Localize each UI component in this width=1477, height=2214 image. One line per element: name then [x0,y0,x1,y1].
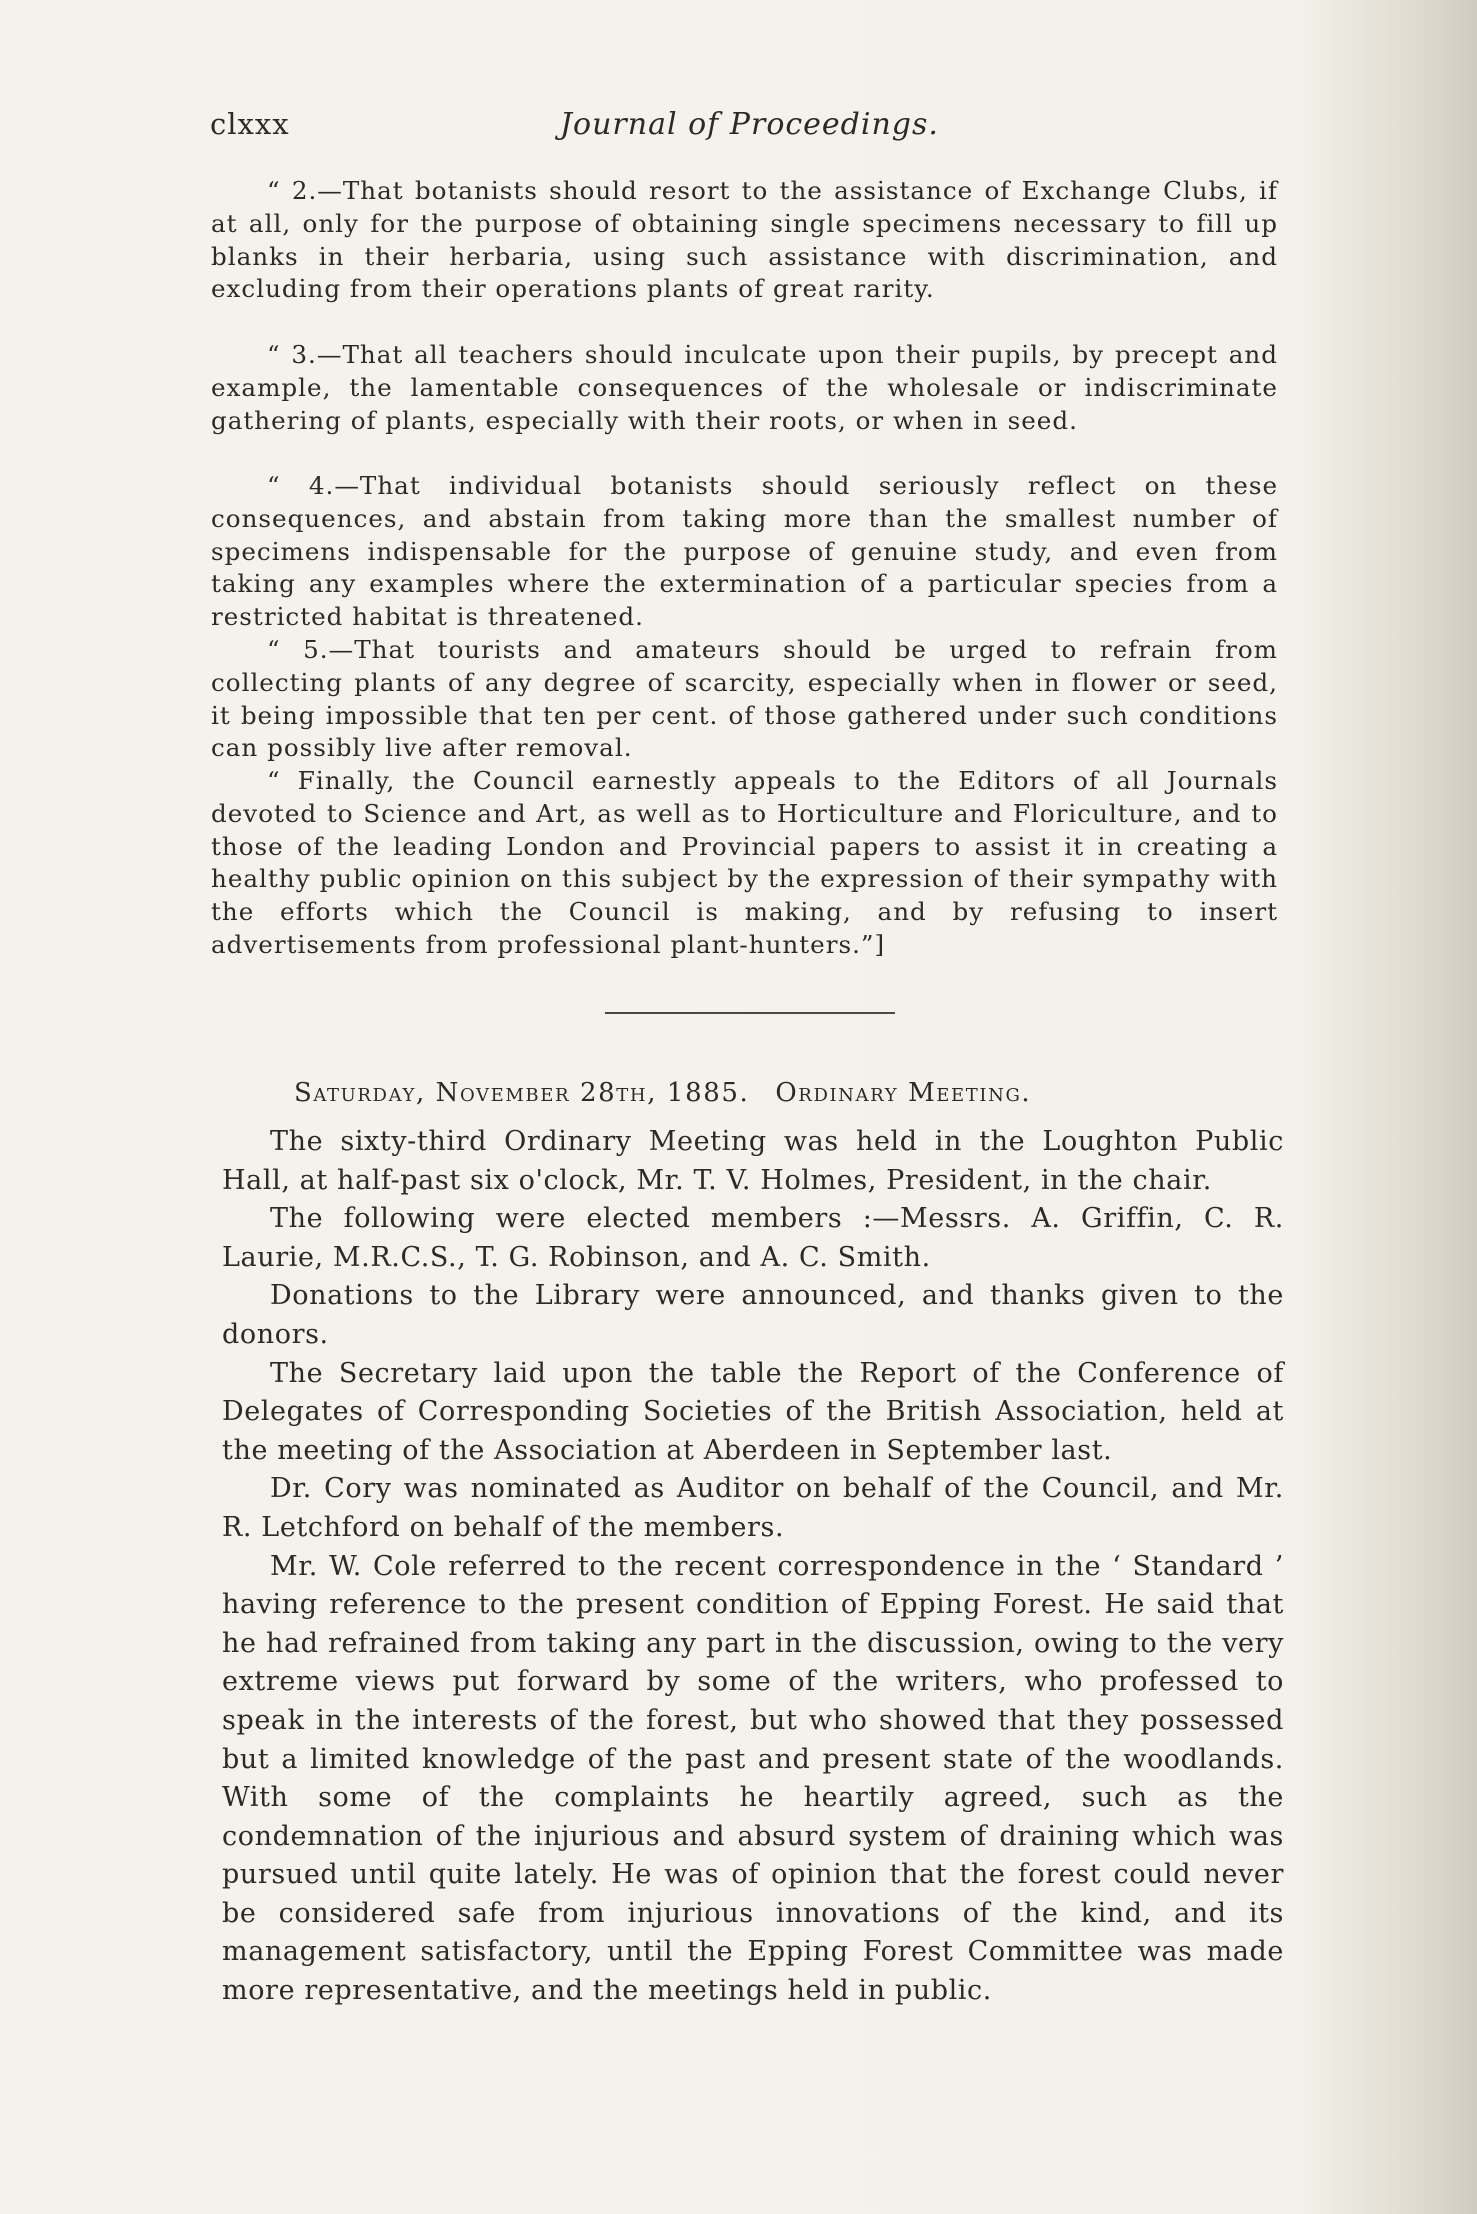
meeting-minutes [222,1123,1284,2011]
minutes-paragraph: Mr. W. Cole referred to the recent correspondence in the ‘ Standard ’ having reference to the present condition of Epping Forest. He said that he had refrained from taking any part in the discussion, owing to the very extreme views put forward by some of the writers, who professed to speak in the interests of the forest, but who showed that they possessed but a limited knowledge of the past and present state of the woodlands. With some of the complaints he heartily agreed, such as the condemnation of the injurious and absurd system of draining which was pursued until quite lately. He was of opinion that the forest could never be considered safe from injurious innovations of the kind, and its management satisfactory, until the Epping Forest Committee was made more representative, and the meetings held in public. [222,1550,1284,2007]
council-appeal: “ Finally, the Council earnestly appeals to the Editors of all Journals devoted to Science and Art, as well as to Horticulture and Floriculture, and to those of the leading London and Provincial papers to assist it in creating a healthy public opinion on this subject by the expression of their sympathy with the efforts which the Council is making, and by refusing to insert advertisements from professional plant-hunters.”] [211,766,1278,959]
running-title: Journal of Proceedings. [560,107,939,142]
running-header [210,107,1285,147]
meeting-date: Saturday, November 28th, 1885. [294,1078,750,1108]
resolution-3: “ 3.—That all teachers should inculcate upon their pupils, by precept and example, the lamentable consequences of the wholesale or indiscriminate gathering of plants, especially with their roots, or when in seed. [211,340,1278,435]
minutes-paragraph: Dr. Cory was nominated as Auditor on behalf of the Council, and Mr. R. Letchford on behalf of the members. [222,1473,1284,1543]
resolution-5: “ 5.—That tourists and amateurs should be urged to refrain from collecting plants of any degree of scarcity, especially when in flower or seed, it being impossible that ten per cent. of those gathered under such conditions can possibly live after removal. [211,635,1278,763]
page-number: clxxx [210,107,290,141]
meeting-type: Ordinary Meeting. [775,1078,1032,1108]
minutes-paragraph: The sixty-third Ordinary Meeting was held in the Loughton Public Hall, at half-past six o'clock, Mr. T. V. Holmes, President, in the chair. [222,1126,1284,1196]
minutes-paragraph: The Secretary laid upon the table the Report of the Conference of Delegates of Corresponding Societies of the British Association, held at the meeting of the Association at Aberdeen in September last. [222,1357,1284,1466]
minutes-paragraph: The following were elected members :—Messrs. A. Griffin, C. R. Laurie, M.R.C.S., T. G. Robinson, and A. C. Smith. [222,1203,1284,1273]
section-divider [605,1012,895,1014]
minutes-paragraph: Donations to the Library were announced, and thanks given to the donors. [222,1280,1284,1350]
meeting-heading [294,1078,1031,1108]
resolution-2: “ 2.—That botanists should resort to the assistance of Exchange Clubs, if at all, only for the purpose of obtaining single specimens necessary to fill up blanks in their herbaria, using such assistance with discrimination, and excluding from their operations plants of great rarity. [211,176,1278,304]
resolution-4: “ 4.—That individual botanists should seriously reflect on these consequences, and abstain from taking more than the smallest number of specimens indispensable for the purpose of genuine study, and even from taking any examples where the extermination of a particular species from a restricted habitat is threatened. [211,471,1278,632]
